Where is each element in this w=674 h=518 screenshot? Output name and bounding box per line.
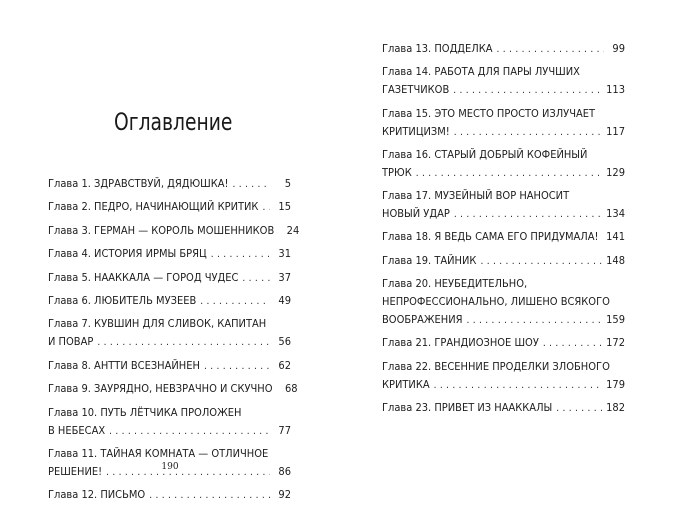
- toc-entry: [48, 486, 291, 505]
- toc-entry-line: [382, 81, 625, 100]
- chapter-title: РЕШЕНИЕ!: [48, 464, 103, 478]
- toc-entry-line: [48, 357, 291, 376]
- chapter-page-number: 86: [278, 464, 291, 478]
- chapter-title: Глава 17. МУЗЕЙНЫЙ ВОР НАНОСИТ: [382, 189, 570, 203]
- toc-entry: [48, 404, 291, 441]
- chapter-title: Глава 14. РАБОТА ДЛЯ ПАРЫ ЛУЧШИХ: [382, 65, 580, 79]
- chapter-title: Глава 8. АНТТИ ВСЕЗНАЙНЕН: [48, 358, 200, 372]
- chapter-page-number: 148: [606, 253, 625, 267]
- toc-entry-line: [382, 376, 625, 395]
- toc-entry: [382, 187, 625, 224]
- chapter-title: Глава 10. ПУТЬ ЛЁТЧИКА ПРОЛОЖЕН: [48, 405, 242, 419]
- dot-leader: [204, 358, 270, 376]
- toc-entry-line: [382, 275, 625, 293]
- toc-entry-line: [382, 293, 625, 311]
- toc-left-column: [48, 175, 300, 510]
- toc-entry: [48, 269, 291, 288]
- dot-leader: [242, 270, 270, 288]
- chapter-page-number: 31: [278, 247, 291, 261]
- toc-entry: [48, 245, 291, 264]
- toc-entry-line: [382, 228, 625, 247]
- dot-leader: [109, 423, 270, 441]
- toc-entry-line: [48, 175, 291, 194]
- chapter-title: Глава 9. ЗАУРЯДНО, НЕВЗРАЧНО И СКУЧНО: [48, 382, 273, 396]
- chapter-title: И ПОВАР: [48, 335, 94, 349]
- chapter-title: Глава 18. Я ВЕДЬ САМА ЕГО ПРИДУМАЛА!: [382, 230, 599, 244]
- dot-leader: [556, 400, 603, 418]
- toc-entry-line: [48, 198, 291, 217]
- chapter-title: Глава 23. ПРИВЕТ ИЗ НААККАЛЫ: [382, 400, 553, 414]
- dot-leader: [497, 41, 604, 59]
- dot-leader: [454, 124, 603, 142]
- page-number: 190: [161, 462, 179, 472]
- toc-entry: [48, 357, 291, 376]
- toc-right-column: [382, 40, 625, 422]
- dot-leader: [480, 253, 603, 271]
- chapter-page-number: 179: [606, 377, 625, 391]
- toc-entry-line: [48, 445, 291, 463]
- toc-entry: [382, 40, 625, 59]
- chapter-page-number: 117: [606, 124, 625, 138]
- dot-leader: [602, 229, 603, 247]
- chapter-title: В НЕБЕСАХ: [48, 423, 106, 437]
- chapter-title: Глава 5. НААККАЛА — ГОРОД ЧУДЕС: [48, 270, 239, 284]
- toc-entry: [48, 222, 300, 241]
- chapter-page-number: 5: [284, 177, 291, 190]
- chapter-title: Глава 13. ПОДДЕЛКА: [382, 42, 493, 55]
- toc-entry: [48, 292, 291, 311]
- dot-leader: [434, 377, 603, 395]
- chapter-page-number: 129: [606, 165, 625, 179]
- chapter-page-number: 15: [278, 200, 291, 214]
- chapter-title: ГАЗЕТЧИКОВ: [382, 83, 450, 97]
- toc-entry: [382, 252, 625, 271]
- dot-leader: [454, 206, 603, 224]
- toc-entry-line: [382, 187, 625, 205]
- toc-entry-line: [48, 292, 291, 311]
- toc-entry-line: [48, 222, 300, 241]
- toc-entry: [48, 315, 291, 352]
- toc-entry-line: [382, 311, 625, 330]
- chapter-title: Глава 11. ТАЙНАЯ КОМНАТА — ОТЛИЧНОЕ: [48, 446, 269, 460]
- chapter-title: Глава 1. ЗДРАВСТВУЙ, ДЯДЮШКА!: [48, 177, 229, 190]
- chapter-title: НЕПРОФЕССИОНАЛЬНО, ЛИШЕНО ВСЯКОГО: [382, 295, 610, 309]
- toc-entry: [48, 198, 291, 217]
- toc-entry-line: [382, 146, 625, 164]
- chapter-page-number: 141: [606, 230, 625, 244]
- dot-leader: [149, 487, 270, 505]
- chapter-title: Глава 2. ПЕДРО, НАЧИНАЮЩИЙ КРИТИК: [48, 200, 259, 214]
- chapter-title: Глава 19. ТАЙНИК: [382, 253, 477, 267]
- toc-title: Оглавление: [114, 108, 233, 136]
- toc-entry-line: [382, 205, 625, 224]
- dot-leader: [262, 199, 270, 217]
- chapter-page-number: 24: [286, 223, 300, 237]
- chapter-page-number: 159: [606, 313, 625, 327]
- toc-entry-line: [382, 399, 625, 418]
- toc-entry: [382, 228, 625, 247]
- toc-entry: [382, 358, 625, 395]
- chapter-page-number: 182: [606, 400, 625, 414]
- toc-entry: [382, 275, 625, 330]
- toc-entry-line: [48, 422, 291, 441]
- toc-entry: [382, 146, 625, 183]
- toc-entry: [382, 334, 625, 353]
- dot-leader: [211, 246, 270, 264]
- chapter-title: НОВЫЙ УДАР: [382, 207, 450, 221]
- toc-entry-line: [382, 63, 625, 81]
- toc-entry-line: [48, 333, 291, 352]
- chapter-page-number: 113: [606, 83, 625, 97]
- toc-entry-line: [382, 123, 625, 142]
- chapter-page-number: 49: [278, 293, 291, 307]
- toc-entry-line: [382, 334, 625, 353]
- dot-leader: [453, 82, 603, 100]
- chapter-page-number: 56: [278, 335, 291, 349]
- dot-leader: [97, 334, 270, 352]
- toc-entry: [382, 399, 625, 418]
- toc-entry-line: [48, 245, 291, 264]
- dot-leader: [543, 335, 603, 353]
- chapter-page-number: 77: [278, 423, 291, 437]
- toc-entry-line: [382, 40, 625, 59]
- toc-entry-line: [48, 486, 291, 505]
- chapter-title: Глава 21. ГРАНДИОЗНОЕ ШОУ: [382, 336, 539, 350]
- toc-entry-line: [382, 358, 625, 376]
- dot-leader: [232, 176, 270, 194]
- chapter-title: ВООБРАЖЕНИЯ: [382, 313, 463, 327]
- toc-entry-line: [48, 315, 291, 333]
- chapter-title: Глава 6. ЛЮБИТЕЛЬ МУЗЕЕВ: [48, 293, 197, 307]
- chapter-page-number: 68: [284, 382, 298, 396]
- chapter-title: КРИТИКА: [382, 377, 430, 391]
- toc-entry: [382, 63, 625, 100]
- toc-entry-line: [382, 164, 625, 183]
- toc-entry-line: [382, 252, 625, 271]
- dot-leader: [467, 312, 604, 330]
- chapter-title: Глава 3. ГЕРМАН — КОРОЛЬ МОШЕННИКОВ: [48, 223, 275, 237]
- toc-entry: [382, 105, 625, 142]
- chapter-page-number: 62: [278, 358, 291, 372]
- chapter-title: Глава 20. НЕУБЕДИТЕЛЬНО,: [382, 277, 528, 291]
- dot-leader: [200, 293, 270, 311]
- chapter-title: Глава 15. ЭТО МЕСТО ПРОСТО ИЗЛУЧАЕТ: [382, 106, 596, 120]
- chapter-title: Глава 12. ПИСЬМО: [48, 488, 146, 502]
- chapter-title: ТРЮК: [382, 165, 412, 179]
- dot-leader: [416, 165, 603, 183]
- chapter-title: Глава 7. КУВШИН ДЛЯ СЛИВОК, КАПИТАН: [48, 317, 267, 331]
- chapter-title: Глава 22. ВЕСЕННИЕ ПРОДЕЛКИ ЗЛОБНОГО: [382, 359, 610, 373]
- toc-entry: [48, 380, 298, 399]
- chapter-page-number: 92: [278, 488, 291, 502]
- toc-entry-line: [382, 105, 625, 123]
- chapter-page-number: 134: [606, 207, 625, 221]
- chapter-page-number: 172: [606, 336, 625, 350]
- chapter-page-number: 99: [612, 42, 625, 55]
- toc-entry-line: [48, 380, 298, 399]
- toc-entry-line: [48, 404, 291, 422]
- toc-entry-line: [48, 269, 291, 288]
- chapter-title: Глава 4. ИСТОРИЯ ИРМЫ БРЯЦ: [48, 247, 207, 261]
- chapter-page-number: 37: [278, 270, 291, 284]
- chapter-title: Глава 16. СТАРЫЙ ДОБРЫЙ КОФЕЙНЫЙ: [382, 147, 588, 161]
- chapter-title: КРИТИЦИЗМ!: [382, 124, 450, 138]
- toc-entry: [48, 175, 291, 194]
